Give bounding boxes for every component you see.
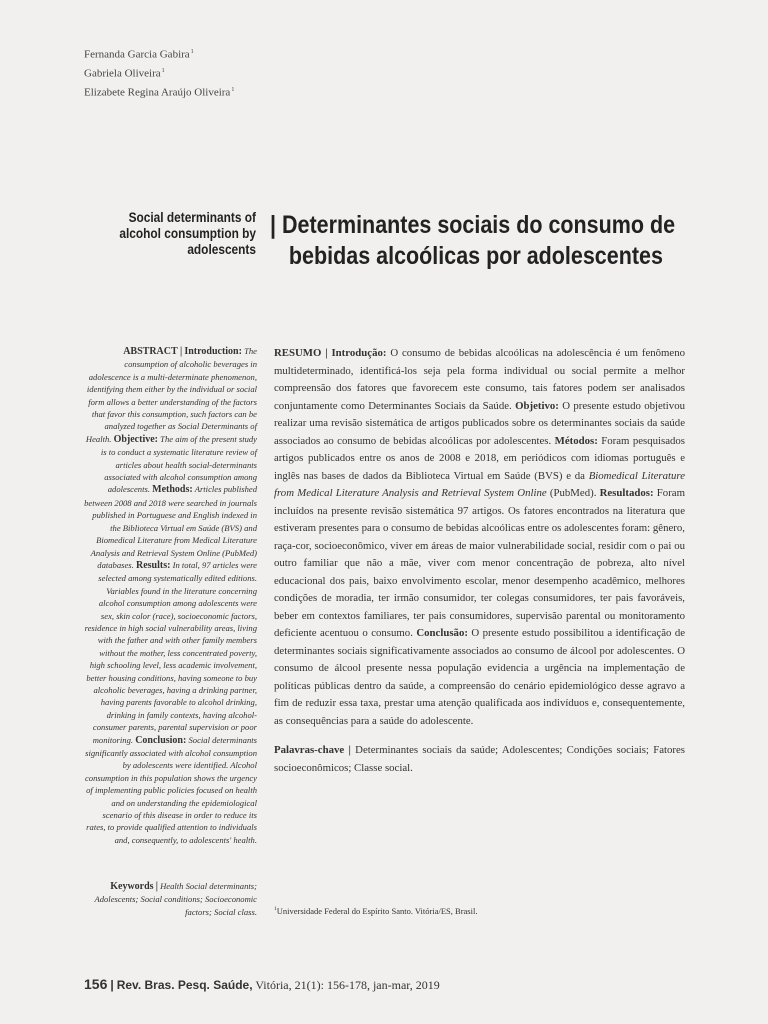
author-3: Elizabete Regina Araújo Oliveira$^1$: [84, 86, 235, 99]
title-line-1: | Determinantes sociais do consumo de: [270, 211, 676, 239]
english-abstract: ABSTRACT | Introduction: The consumption of alcoholic beverages in adolescence is a multi-determinate phenomenon, identifying them either by the individual or social form allows a better understanding of the factors that favor this consumption, such factors can be analyzed together as Social Determinants of Health. Objective: The aim of the present study is to conduct a systematic literature review of articles about health social-determinants associated with alcohol consumption among adolescents. Methods: Articles published between 2008 and 2018 were searched in journals published in Portuguese and English indexed in the Biblioteca Virtual em Saúde (BVS) and Biomedical Literature from Medical Literature Analysis and Retrieval System Online (PubMed) databases. Results: In total, 97 articles were selected among systematically edited editions. Variables found in the literature concerning alcohol consumption among adolescents were sex, skin color (race), socioeconomic factors, residence in high social vulnerability areas, living with the father and with other family members without the mother, less concentrated poverty, high schooling level, less academic involvement, better housing conditions, having someone to buy alcoholic beverages, having a drinking partner, having parents favorable to alcohol drinking, drinking in family contexts, having alcohol-consumer parents, parental supervision or poor monitoring. Conclusion: Social determinants significantly associated with alcohol consumption by adolescents were identified. Alcohol consumption in this population shows the urgency of implementing public policies focused on health and on understanding the epidemiological scenario of this disease in order to reduce its rates, to provide qualified attention to individuals and, consequently, to adolescents' health.: [84, 346, 257, 845]
citation: Vitória, 21(1): 156-178, jan-mar, 2019: [255, 978, 440, 992]
page-number: 156: [84, 976, 108, 992]
author-list: [84, 44, 234, 101]
author-1: Fernanda Garcia Gabira$^1$: [84, 48, 194, 61]
affiliation-footnote: $^1$Universidade Federal do Espírito Santo. Vitória/ES, Brasil.: [274, 906, 478, 916]
journal-name: Rev. Bras. Pesq. Saúde,: [116, 978, 253, 992]
portuguese-keywords: Palavras-chave | Determinantes sociais da saúde; Adolescentes; Condições sociais; Fatores socioeconômicos; Classe social.: [274, 744, 686, 774]
portuguese-title: [270, 210, 683, 272]
title-line-2: bebidas alcoólicas por adolescentes: [288, 242, 663, 270]
english-title: Social determinants of alcohol consumption by adolescents: [119, 210, 256, 257]
portuguese-abstract: RESUMO | Introdução: O consumo de bebidas alcoólicas na adolescência é um fenômeno multideterminado, identificá-los seja pela forma individual ou social permite a melhor compreensão dos fatores que favorecem este consumo, tais fatores podem ser analisados conjuntamente como Determinantes Sociais da Saúde. Objetivo: O presente estudo objetivou realizar uma revisão sistemática de artigos publicados sobre os determinantes sociais da saúde associados ao consumo de bebidas alcoólicas por adolescentes. Métodos: Foram pesquisados artigos publicados entre os anos de 2008 e 2018, em periódicos com idiomas português e inglês nas bases de dados da Biblioteca Virtual em Saúde (BVS) e da Biomedical Literature from Medical Literature Analysis and Retrieval System Online (PubMed). Resultados: Foram incluídos na presente revisão sistemática 97 artigos. Os fatores encontrados na literatura que estiveram presentes para o consumo de bebidas alcoólicas entre os adolescentes foram: gênero, raça-cor, socioeconômico, viver em áreas de maior vulnerabilidade social, residir com o pai ou outro familiar que não a mãe, viver com menor concentração de pobreza, alto nível educacional dos pais, baixo envolvimento escolar, menor desempenho acadêmico, melhores condições de moradia, ter irmão consumidor, ter colegas consumidores, ter pais favoráveis, beber em contextos familiares, ter pais consumidores, supervisão parental ou monitoramento deficiente acentuou o consumo. Conclusão: O presente estudo possibilitou a identificação de determinantes sociais significativamente associados ao consumo de álcool por adolescentes. O consumo de álcool presente nessa população evidencia a urgência na implementação de políticas públicas dentro da saúde, a compreensão do cenário epidemiológico desse agravo a fim de reduzir essa taxa, prestar uma atenção qualificada aos indivíduos e, consequentemente, as consequências para a saúde do adolescente.: [274, 347, 686, 727]
page-footer: 156 | Rev. Bras. Pesq. Saúde, Vitória, 21(1): 156-178, jan-mar, 2019: [84, 976, 440, 992]
author-2: Gabriela Oliveira$^1$: [84, 67, 165, 80]
english-keywords: Keywords | Health Social determinants; Adolescents; Social conditions; Socioeconomic factors; Social class.: [94, 881, 257, 917]
